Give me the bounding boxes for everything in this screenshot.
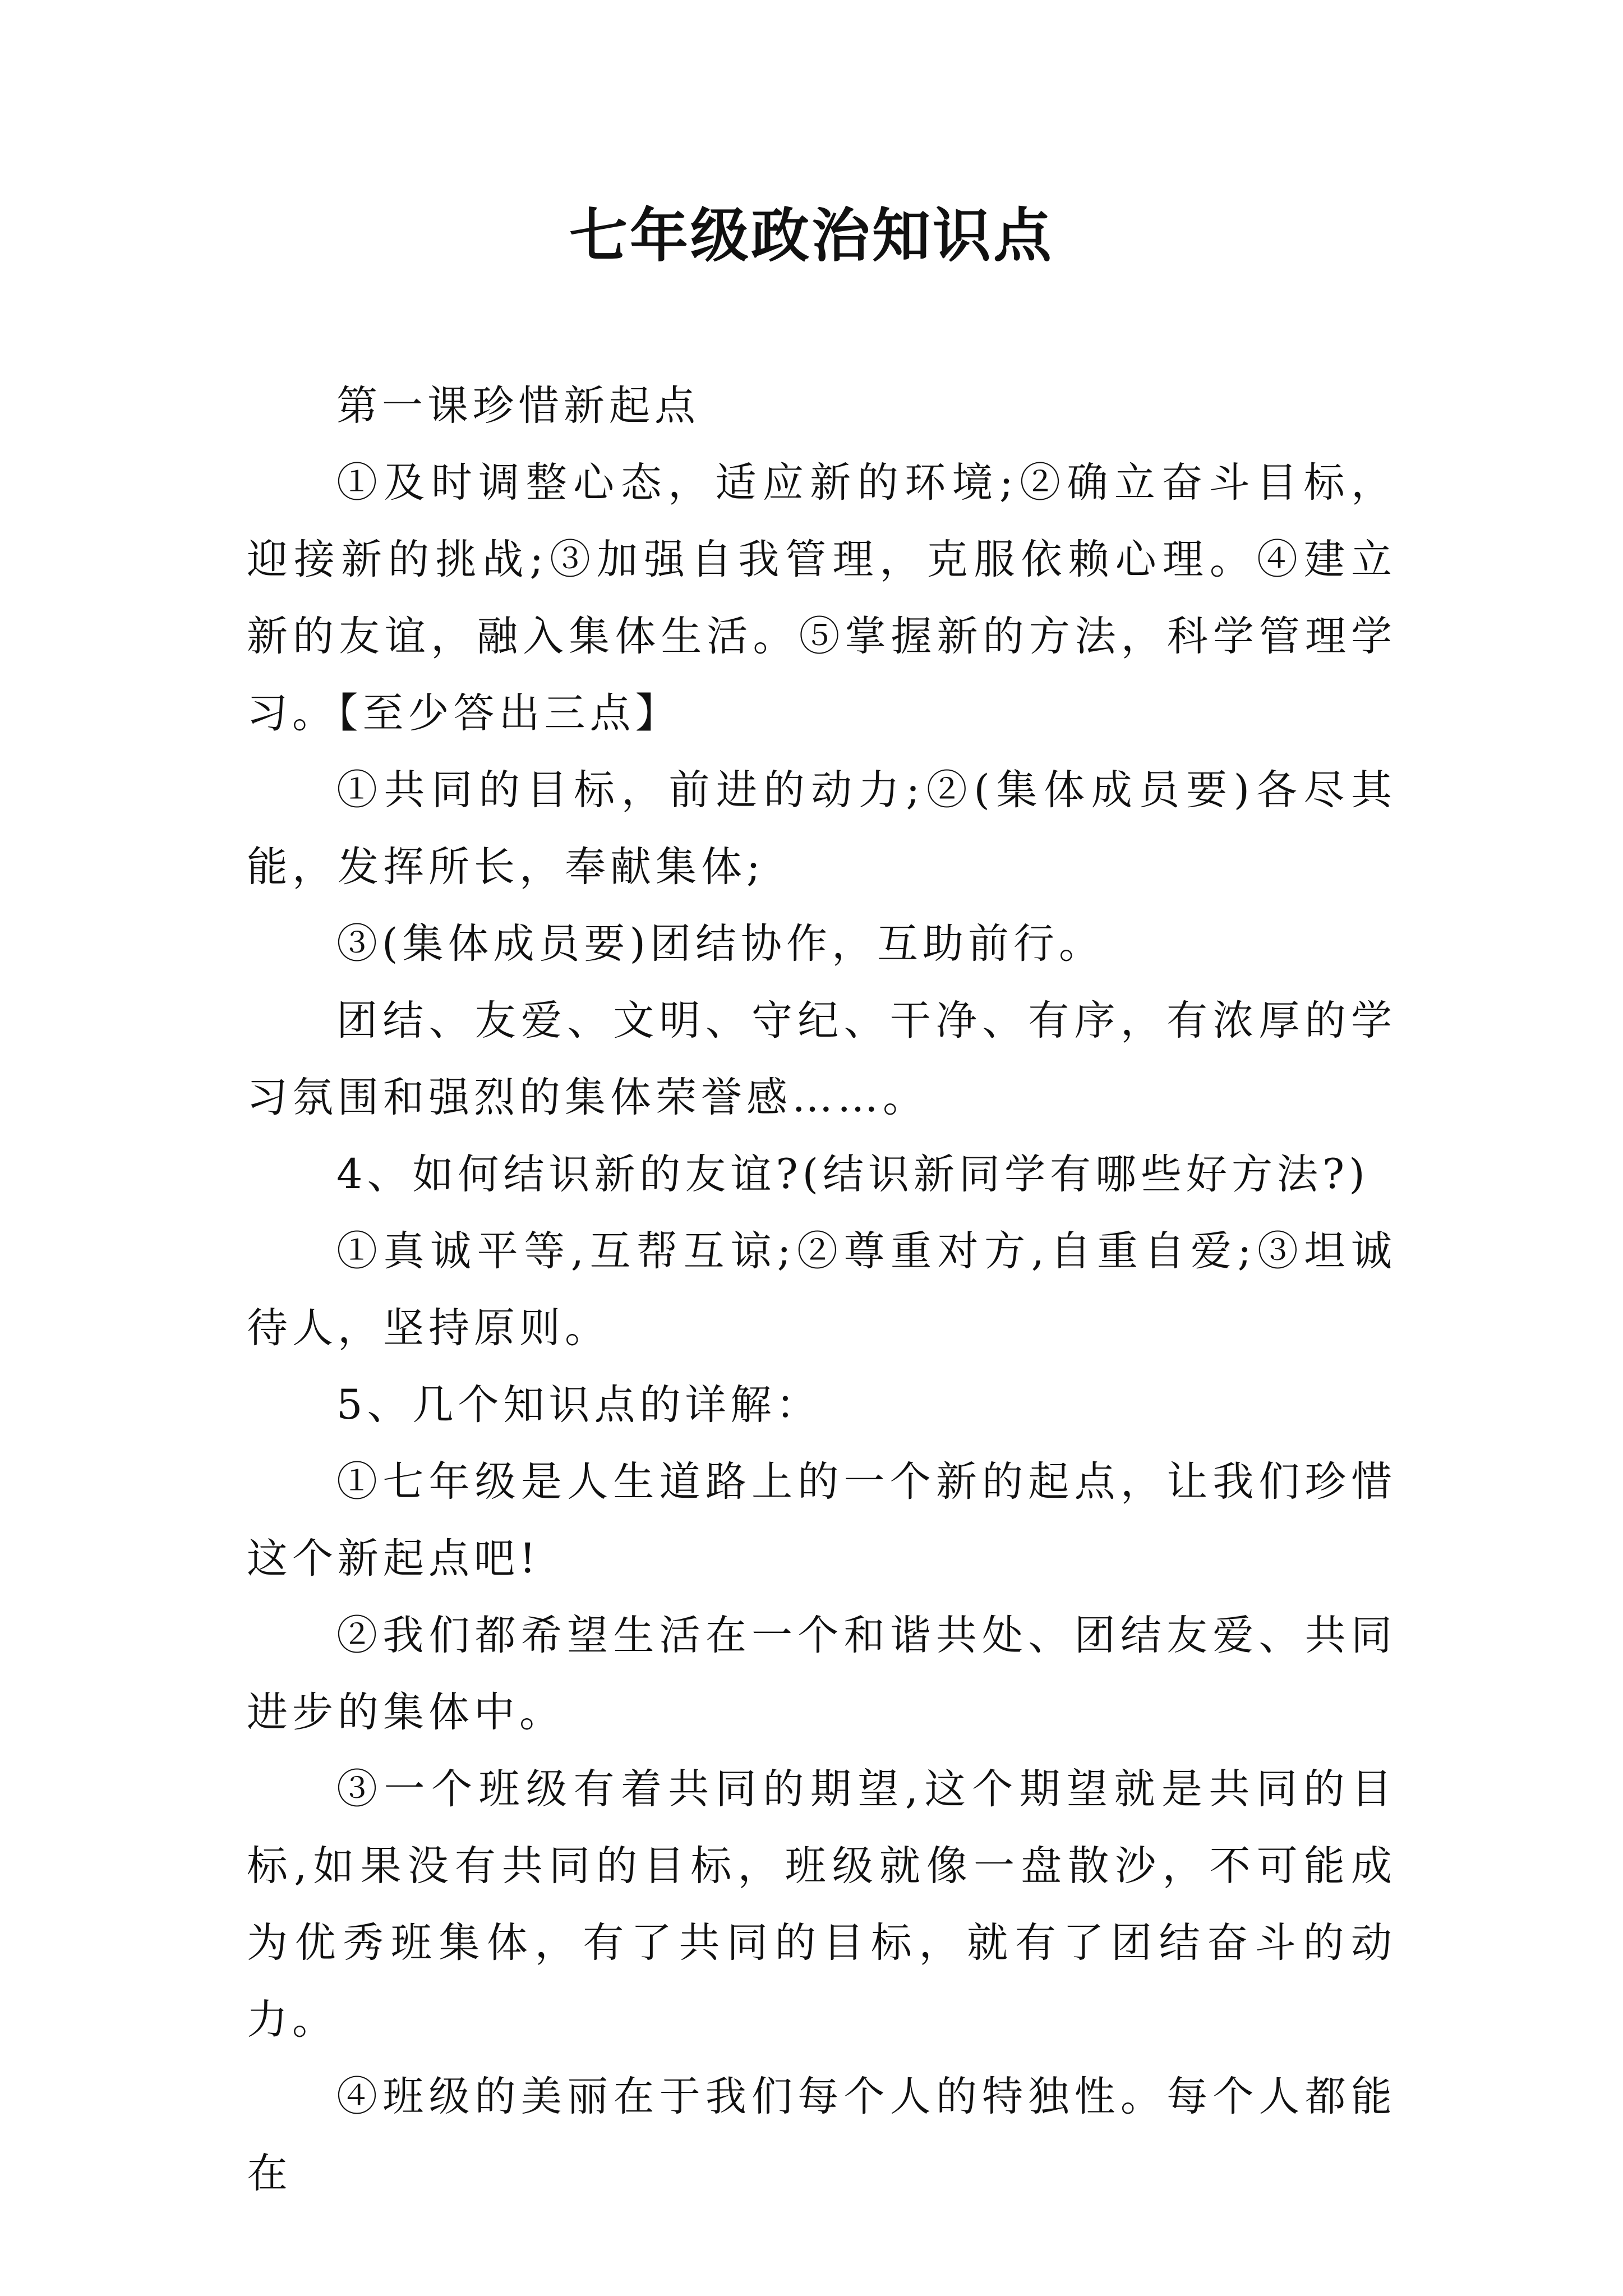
- paragraph: ①共同的目标，前进的动力;②(集体成员要)各尽其能，发挥所长，奉献集体;: [247, 766, 1396, 891]
- document-body: [247, 367, 1396, 2212]
- paragraph: ②我们都希望生活在一个和谐共处、团结友爱、共同进步的集体中。: [247, 1612, 1396, 1736]
- paragraph-lesson-heading: 第一课珍惜新起点: [336, 382, 700, 430]
- page-title: 七年级政治知识点: [569, 201, 1054, 270]
- paragraph-section-heading: 5、几个知识点的详解：: [336, 1381, 822, 1429]
- paragraph-question-heading: 4、如何结识新的友谊?(结识新同学有哪些好方法?): [336, 1151, 1370, 1198]
- paragraph: ①七年级是人生道路上的一个新的起点，让我们珍惜这个新起点吧!: [247, 1458, 1396, 1582]
- paragraph: ③一个班级有着共同的期望,这个期望就是共同的目标,如果没有共同的目标，班级就像一盘散沙，不可能成为优秀班集体，有了共同的目标，就有了团结奋斗的动力。: [247, 1765, 1396, 2044]
- paragraph: ③(集体成员要)团结协作，互助前行。: [336, 920, 1104, 968]
- paragraph: ①及时调整心态，适应新的环境;②确立奋斗目标，迎接新的挑战;③加强自我管理，克服依赖心理。④建立新的友谊，融入集体生活。⑤掌握新的方法，科学管理学习。【至少答出三点】: [247, 459, 1396, 737]
- paragraph: 团结、友爱、文明、守纪、干净、有序，有浓厚的学习氛围和强烈的集体荣誉感……。: [247, 997, 1396, 1121]
- paragraph: ①真诚平等,互帮互谅;②尊重对方,自重自爱;③坦诚待人，坚持原则。: [247, 1227, 1396, 1352]
- paragraph: ④班级的美丽在于我们每个人的特独性。每个人都能在: [247, 2073, 1396, 2197]
